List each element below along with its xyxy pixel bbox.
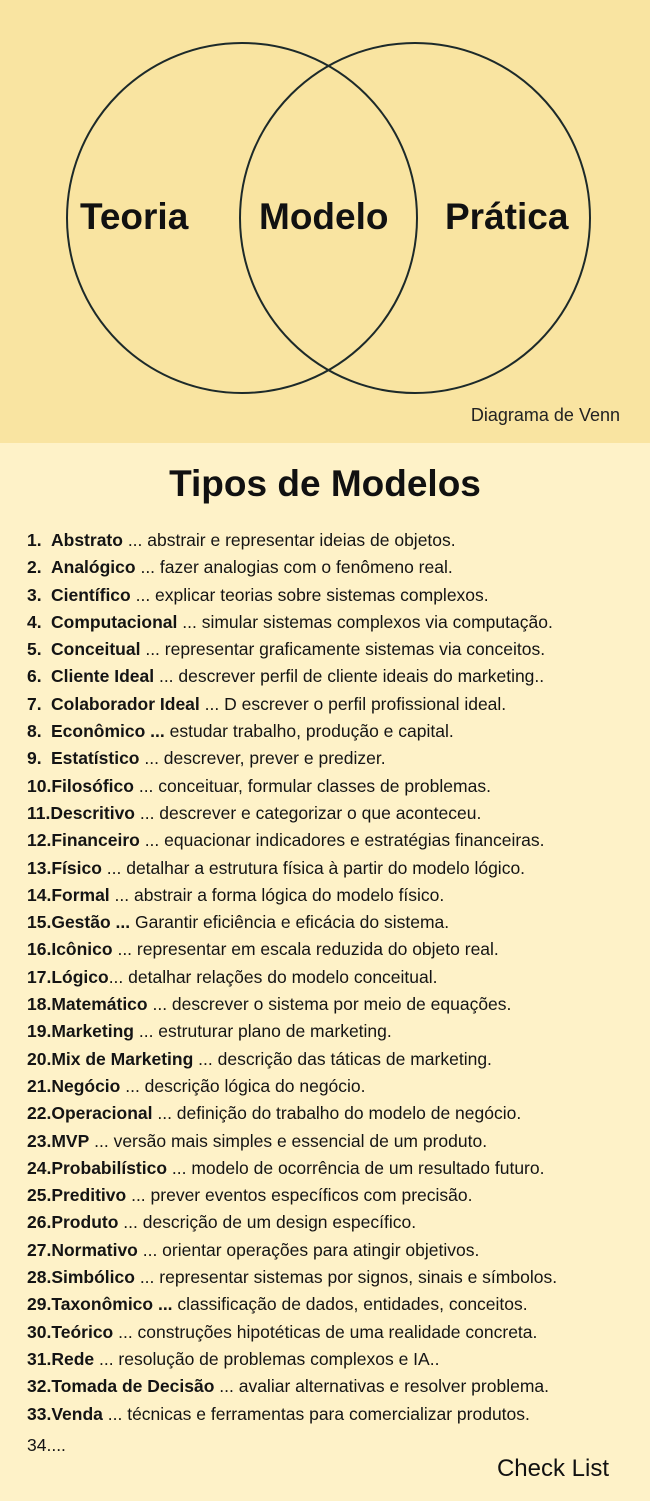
item-number: 30. <box>27 1321 52 1342</box>
list-item <box>27 663 557 690</box>
item-number: 16. <box>27 939 52 960</box>
list-item <box>27 882 557 909</box>
item-description: ... descrição das táticas de marketing. <box>193 1048 492 1069</box>
item-number: 32. <box>27 1376 52 1397</box>
item-term: Rede <box>51 1348 95 1369</box>
item-term: Venda <box>51 1403 103 1424</box>
item-description: ... detalhar a estrutura física à partir do modelo lógico. <box>101 857 526 878</box>
list-item <box>27 827 557 854</box>
item-number: 12. <box>27 830 52 851</box>
list-item <box>27 1291 557 1318</box>
item-description: ... equacionar indicadores e estratégias financeiras. <box>139 830 545 851</box>
item-number: 22. <box>27 1103 52 1124</box>
item-number: 31. <box>27 1348 52 1369</box>
list-item <box>27 1346 557 1373</box>
page-title: Tipos de Modelos <box>169 463 481 504</box>
item-description: ... descrever e categorizar o que aconteceu. <box>135 802 482 823</box>
list-continuation: 34.... <box>27 1435 66 1455</box>
item-description: ... prever eventos específicos com precisão. <box>126 1185 473 1206</box>
list-item <box>27 554 557 581</box>
item-description: Garantir eficiência e eficácia do sistema. <box>130 912 450 933</box>
item-description: ... abstrair a forma lógica do modelo físico. <box>109 884 445 905</box>
item-term: Computacional <box>51 611 178 632</box>
item-description: ... representar sistemas por signos, sinais e símbolos. <box>134 1267 558 1288</box>
item-description: ... descrição de um design específico. <box>118 1212 417 1233</box>
list-item <box>27 936 557 963</box>
list-item <box>27 1128 557 1155</box>
list-item <box>27 745 557 772</box>
item-term: Estatístico <box>51 748 140 769</box>
item-number: 11. <box>27 802 51 823</box>
item-description: ... resolução de problemas complexos e IA.. <box>94 1348 440 1369</box>
item-description: ... definição do trabalho do modelo de negócio. <box>152 1103 522 1124</box>
item-term: Gestão ... <box>51 912 131 933</box>
item-term: Marketing <box>51 1021 134 1042</box>
item-term: Científico <box>51 584 131 605</box>
item-description: ... conceituar, formular classes de problemas. <box>133 775 491 796</box>
list-item <box>27 773 557 800</box>
item-number: 21. <box>27 1075 52 1096</box>
item-number: 15. <box>27 912 52 933</box>
item-description: ... simular sistemas complexos via computação. <box>177 611 553 632</box>
list-item <box>27 1046 557 1073</box>
list-item <box>27 964 557 991</box>
item-description: ... representar graficamente sistemas via conceitos. <box>140 639 546 660</box>
list-item <box>27 1100 557 1127</box>
item-number: 24. <box>27 1157 52 1178</box>
list-item <box>27 1319 557 1346</box>
item-number: 4. <box>27 611 42 632</box>
item-term: Operacional <box>51 1103 153 1124</box>
item-number: 28. <box>27 1267 52 1288</box>
list-item <box>27 991 557 1018</box>
item-term: Financeiro <box>51 830 140 851</box>
list-item <box>27 909 557 936</box>
list-item <box>27 1209 557 1236</box>
list-item <box>27 718 557 745</box>
item-term: Mix de Marketing <box>51 1048 194 1069</box>
item-description: ... abstrair e representar ideias de objetos. <box>122 530 456 550</box>
item-number: 5. <box>27 639 42 660</box>
item-number: 26. <box>27 1212 52 1233</box>
item-description: ... descrever perfil de cliente ideais do marketing.. <box>154 666 545 687</box>
list-item <box>27 1237 557 1264</box>
item-term: Preditivo <box>51 1185 127 1206</box>
item-description: ... representar em escala reduzida do objeto real. <box>112 939 499 960</box>
item-term: Lógico <box>51 966 109 987</box>
item-number: 19. <box>27 1021 52 1042</box>
item-term: Analógico <box>51 557 136 578</box>
item-description: ... técnicas e ferramentas para comercializar produtos. <box>102 1403 530 1424</box>
item-term: Teórico <box>51 1321 114 1342</box>
item-term: Icônico <box>51 939 113 960</box>
item-number: 9. <box>27 748 42 769</box>
item-term: Normativo <box>51 1239 138 1260</box>
list-item <box>27 800 557 827</box>
item-number: 14. <box>27 884 52 905</box>
list-item <box>27 1073 557 1100</box>
item-description: ... descrever o sistema por meio de equações. <box>147 994 512 1015</box>
item-description: estudar trabalho, produção e capital. <box>164 721 454 742</box>
list-item <box>27 636 557 663</box>
item-number: 23. <box>27 1130 52 1151</box>
item-description: ... D escrever o perfil profissional ideal. <box>199 693 507 714</box>
item-term: Abstrato <box>51 530 123 550</box>
venn-diagram-panel <box>0 0 650 443</box>
item-term: Econômico ... <box>51 721 165 742</box>
venn-label-practice: Prática <box>445 196 569 237</box>
item-number: 10. <box>27 775 52 796</box>
list-item <box>27 1264 557 1291</box>
venn-label-model: Modelo <box>259 196 389 237</box>
item-description: ... construções hipotéticas de uma realidade concreta. <box>113 1321 538 1342</box>
item-term: Produto <box>51 1212 119 1233</box>
item-description: ... fazer analogias com o fenômeno real. <box>135 557 453 578</box>
list-item <box>27 1373 557 1400</box>
item-term: Tomada de Decisão <box>51 1376 215 1397</box>
item-number: 2. <box>27 557 42 578</box>
list-item <box>27 609 557 636</box>
item-number: 25. <box>27 1185 52 1206</box>
item-term: Filosófico <box>51 775 134 796</box>
item-description: ... descrição lógica do negócio. <box>120 1075 366 1096</box>
item-number: 27. <box>27 1239 52 1260</box>
item-term: Simbólico <box>51 1267 135 1288</box>
item-number: 20. <box>27 1048 52 1069</box>
item-description: ... explicar teorias sobre sistemas complexos. <box>130 584 489 605</box>
list-item <box>27 1018 557 1045</box>
list-item <box>27 1182 557 1209</box>
venn-caption: Diagrama de Venn <box>470 405 620 425</box>
item-term: Físico <box>51 857 102 878</box>
item-term: Descritivo <box>50 802 135 823</box>
item-description: ... orientar operações para atingir objetivos. <box>137 1239 480 1260</box>
item-description: classificação de dados, entidades, conceitos. <box>172 1294 528 1315</box>
item-term: Colaborador Ideal <box>51 693 200 714</box>
checklist-label: Check List <box>496 1455 609 1482</box>
list-item <box>27 527 557 554</box>
list-item <box>27 1401 557 1428</box>
item-description: ... versão mais simples e essencial de um produto. <box>89 1130 488 1151</box>
item-term: Negócio <box>51 1075 121 1096</box>
item-term: Formal <box>51 884 110 905</box>
item-description: ... descrever, prever e predizer. <box>139 748 386 769</box>
item-term: MVP <box>51 1130 90 1151</box>
item-number: 33. <box>27 1403 52 1424</box>
item-description: ... avaliar alternativas e resolver problema. <box>214 1376 549 1397</box>
list-item <box>27 1155 557 1182</box>
item-number: 6. <box>27 666 42 687</box>
item-number: 7. <box>27 693 42 714</box>
list-item <box>27 691 557 718</box>
item-description: ... detalhar relações do modelo conceitual. <box>108 966 438 987</box>
item-term: Probabilístico <box>51 1157 168 1178</box>
item-term: Taxonômico ... <box>51 1294 173 1315</box>
item-term: Cliente Ideal <box>51 666 155 687</box>
item-number: 1. <box>27 530 42 550</box>
venn-label-theory: Teoria <box>80 196 189 237</box>
item-term: Matemático <box>51 994 148 1015</box>
list-item <box>27 582 557 609</box>
item-number: 29. <box>27 1294 52 1315</box>
item-number: 3. <box>27 584 42 605</box>
model-types-list <box>27 527 557 1428</box>
item-number: 13. <box>27 857 52 878</box>
list-item <box>27 855 557 882</box>
item-description: ... modelo de ocorrência de um resultado futuro. <box>167 1157 545 1178</box>
item-description: ... estruturar plano de marketing. <box>133 1021 392 1042</box>
item-term: Conceitual <box>51 639 141 660</box>
item-number: 8. <box>27 721 42 742</box>
item-number: 18. <box>27 994 52 1015</box>
item-number: 17. <box>27 966 52 987</box>
